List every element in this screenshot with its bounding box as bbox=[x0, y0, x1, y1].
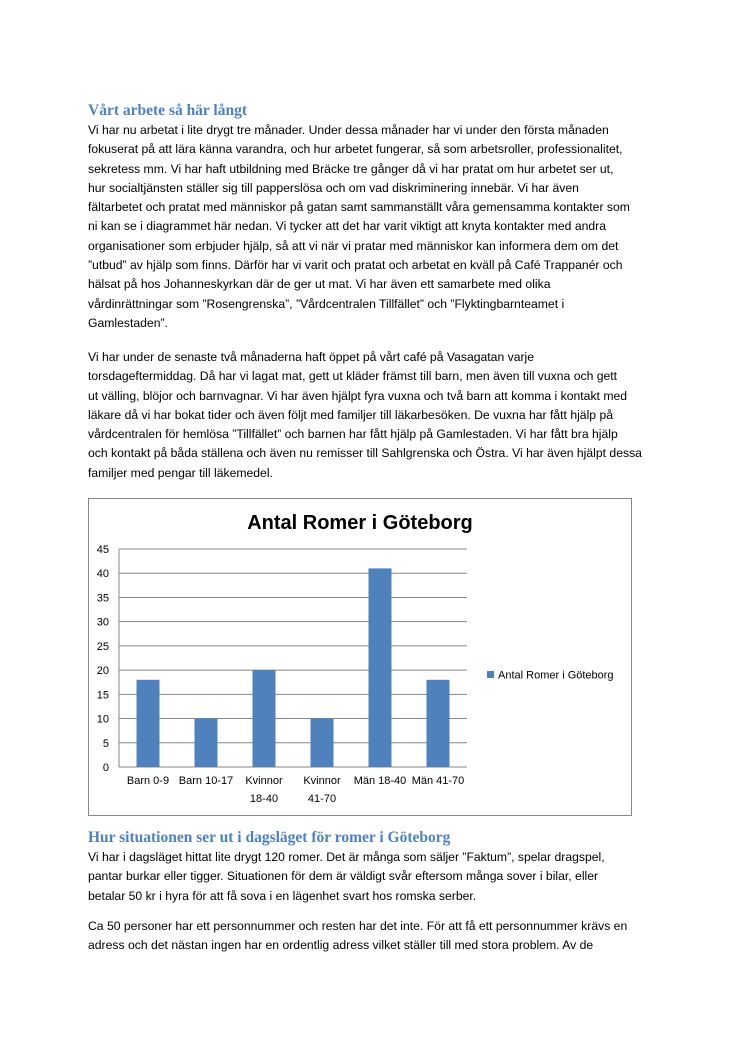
text-line: Vi har under de senaste två månaderna haft öppet på vårt café på Vasagatan varje bbox=[88, 350, 535, 364]
text-line: hur socialtjänsten ställer sig till papperslösa och om vad diskriminering innebär. Vi har även bbox=[88, 180, 579, 195]
paragraph-personal-numbers bbox=[88, 917, 688, 956]
y-tick-label: 45 bbox=[96, 544, 109, 556]
text-line: sekretess mm. Vi har haft utbildning med Bräcke tre gånger då vi har pratat om hur arbetet ser ut, bbox=[88, 161, 614, 176]
x-tick-label: 41-70 bbox=[307, 793, 337, 805]
text-line: Gamlestaden”. bbox=[88, 315, 168, 330]
legend-label: Antal Romer i Göteborg bbox=[498, 669, 614, 682]
chart-title: Antal Romer i Göteborg bbox=[247, 512, 473, 534]
bar-2 bbox=[253, 670, 276, 767]
text-line: Ca 50 personer har ett personnummer och resten har det inte. För att få ett personnummer krävs en bbox=[88, 919, 628, 933]
bar-3 bbox=[311, 719, 334, 767]
text-line: ut välling, blöjor och barnvagnar. Vi har även hjälpt fyra vuxna och två barn att komma i kontakt med bbox=[88, 388, 628, 403]
text-line: fokuserat på att lära känna varandra, och hur arbetet fungerar, så som arbetsroller, professionalitet, bbox=[88, 142, 623, 157]
text-line: vårdinrättningar som ”Rosengrenska”, ”Vårdcentralen Tillfället” och ”Flyktingbarnteamet i bbox=[88, 296, 565, 311]
x-tick-label: Kvinnor bbox=[245, 775, 283, 787]
text-line: hälsat på hos Johanneskyrkan där de ger ut mat. Vi har även ett samarbete med olika bbox=[88, 277, 551, 292]
text-line: torsdageftermiddag. Då har vi lagat mat, gett ut kläder främst till barn, men även till vuxna och gett bbox=[88, 369, 618, 384]
bar-0 bbox=[137, 680, 160, 767]
text-line: Vi har i dagsläget hittat lite drygt 120 romer. Det är många som säljer ”Faktum”, spelar dragspel, bbox=[88, 850, 605, 864]
bar-chart bbox=[89, 499, 633, 817]
x-tick-label: Kvinnor bbox=[303, 775, 341, 787]
x-tick-label: 18-40 bbox=[249, 793, 279, 805]
text-line: vårdcentralen för hemlösa ”Tillfället” och barnen har fått hjälp på Gamlestaden. Vi har fått bra hjälp bbox=[88, 427, 618, 442]
section-heading-current-situation: Hur situationen ser ut i dagsläget för romer i Göteborg bbox=[88, 829, 451, 846]
y-tick-label: 15 bbox=[96, 689, 109, 702]
y-tick-label: 10 bbox=[96, 713, 109, 726]
text-line: Vi har nu arbetat i lite drygt tre månader. Under dessa månader har vi under den första månaden bbox=[88, 123, 609, 137]
y-tick-label: 20 bbox=[96, 665, 109, 678]
y-tick-label: 5 bbox=[102, 737, 109, 750]
y-tick-label: 0 bbox=[102, 762, 109, 774]
text-line: organisationer som erbjuder hjälp, så att vi när vi pratar med människor kan informera dem om det bbox=[88, 238, 619, 253]
chart-container bbox=[88, 498, 632, 816]
legend-swatch bbox=[487, 671, 494, 678]
text-line: pantar burkar eller tigger. Situationen för dem är väldigt svår eftersom många sover i bilar, eller bbox=[88, 869, 599, 884]
text-line: familjer med pengar till läkemedel. bbox=[88, 465, 273, 480]
y-tick-label: 35 bbox=[96, 592, 109, 605]
paragraph-cafe-work bbox=[88, 348, 688, 483]
x-tick-label: Män 41-70 bbox=[411, 775, 465, 787]
bar-5 bbox=[427, 680, 450, 767]
bar-1 bbox=[195, 719, 218, 767]
text-line: ni kan se i diagrammet här nedan. Vi tycker att det har varit viktigt att knyta kontakter med andra bbox=[88, 219, 606, 234]
section-heading-work-so-far: Vårt arbete så här långt bbox=[88, 102, 247, 119]
text-line: adress och det nästan ingen har en ordentlig adress vilket ställer till med stora problem. Av de bbox=[88, 938, 594, 953]
y-tick-label: 40 bbox=[96, 568, 109, 581]
x-tick-label: Män 18-40 bbox=[353, 775, 407, 787]
bar-4 bbox=[369, 568, 392, 767]
paragraph-work-intro bbox=[88, 121, 688, 333]
text-line: och kontakt på båda ställena och även nu remisser till Sahlgrenska och Östra. Vi har även hjälpt dessa bbox=[88, 446, 642, 461]
text-line: läkare då vi har bokat tider och även följt med familjer till läkarbesöken. De vuxna har fått hjälp på bbox=[88, 407, 614, 422]
y-tick-label: 25 bbox=[96, 640, 109, 653]
x-tick-label: Barn 0-9 bbox=[126, 775, 170, 787]
text-line: ”utbud” av hjälp som finns. Därför har vi varit och pratat och arbetat en kväll på Café Trappanér och bbox=[88, 258, 623, 273]
paragraph-current-situation bbox=[88, 848, 688, 906]
text-line: betalar 50 kr i hyra för att få sova i en lägenhet svart hos romska serber. bbox=[88, 888, 477, 903]
x-tick-label: Barn 10-17 bbox=[178, 775, 234, 787]
y-tick-label: 30 bbox=[96, 616, 109, 629]
text-line: fältarbetet och pratat med människor på gatan samt sammanställt våra gemensamma kontakter som bbox=[88, 200, 630, 215]
